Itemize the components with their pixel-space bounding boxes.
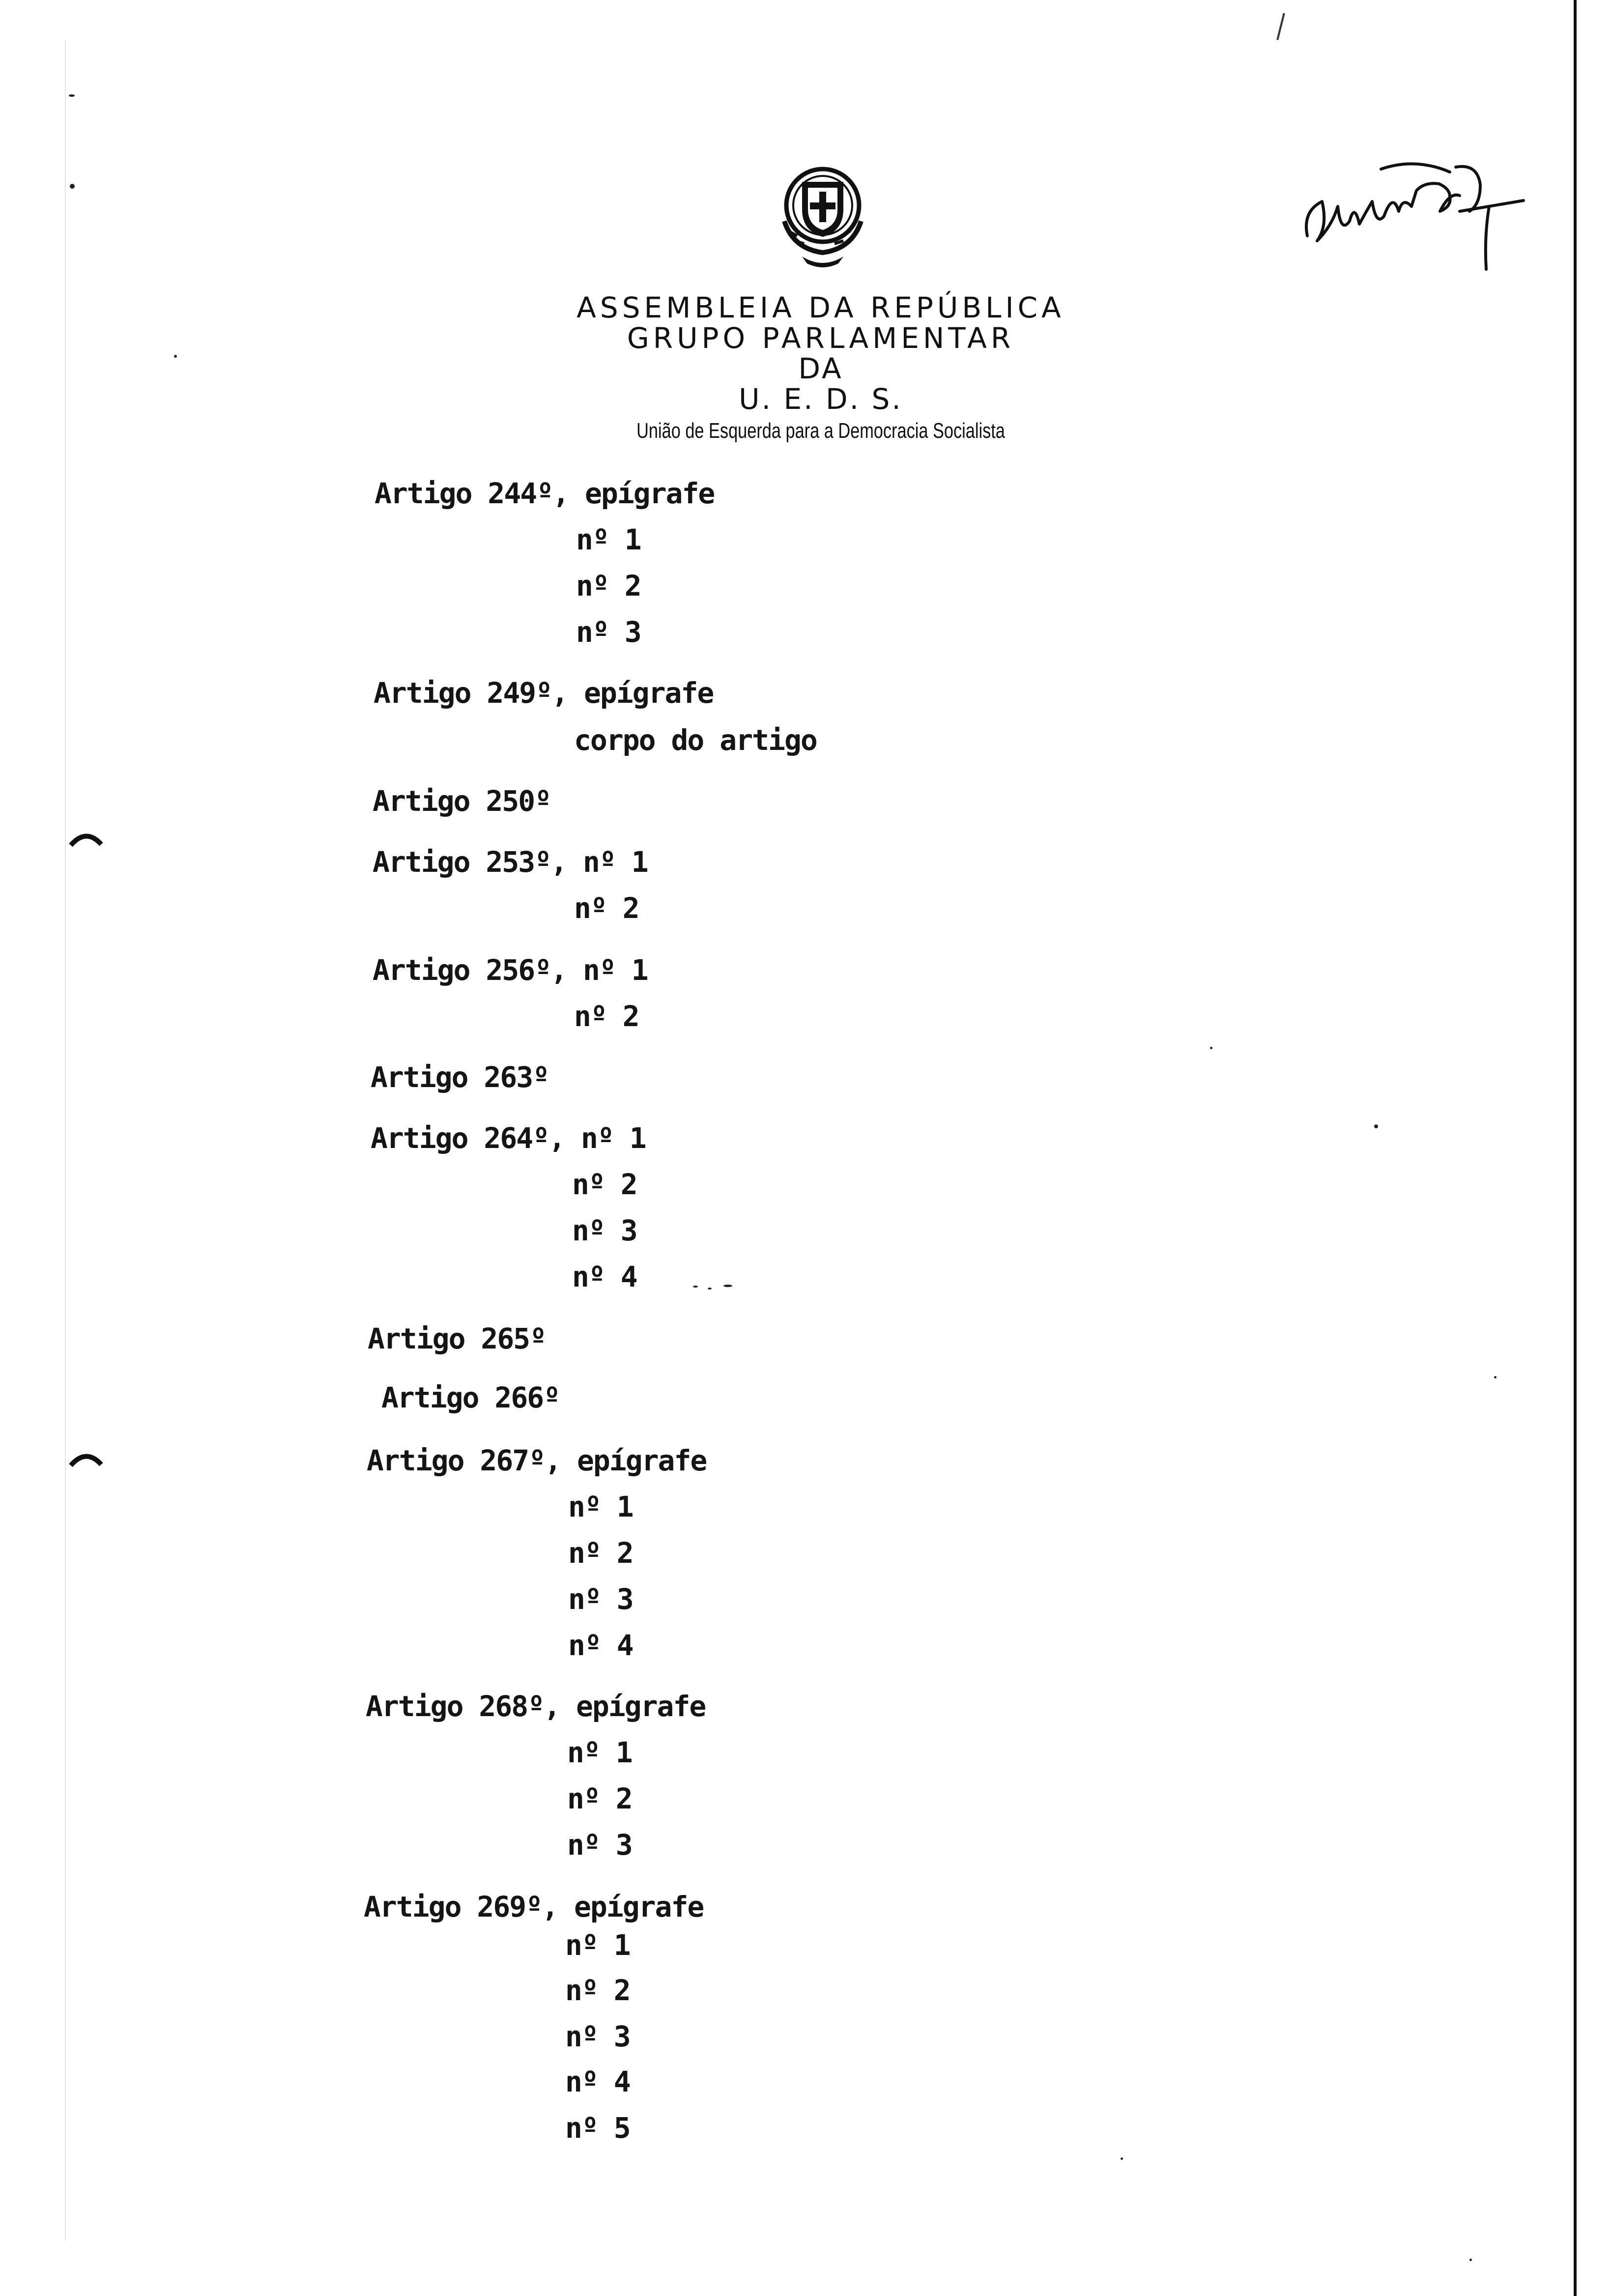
scan-speck <box>693 1286 698 1288</box>
entry-number: nº 4 <box>572 1260 637 1293</box>
scan-speck <box>1494 1376 1497 1378</box>
entry-article: Artigo 250º <box>373 784 551 818</box>
scan-speck <box>1374 1124 1378 1128</box>
entry-number: nº 2 <box>565 1974 630 2007</box>
letterhead-da: DA <box>798 352 843 385</box>
entry-number: nº 2 <box>568 1536 633 1570</box>
entry-number: nº 3 <box>572 1214 637 1247</box>
scan-speck <box>1210 1047 1212 1049</box>
coat-of-arms-emblem <box>774 162 872 270</box>
handwritten-signature <box>1302 138 1528 285</box>
entry-number: nº 1 <box>568 1490 633 1523</box>
scan-speck <box>69 94 75 97</box>
entry-number: nº 1 <box>565 1928 630 1962</box>
entry-number: nº 4 <box>568 1629 633 1662</box>
entry-number: nº 1 <box>576 523 641 556</box>
entry-article: Artigo 268º, epígrafe <box>366 1690 706 1723</box>
scan-speck <box>708 1288 712 1290</box>
page-edge-border <box>1574 0 1577 2296</box>
entry-article: Artigo 266º <box>381 1381 560 1414</box>
scan-speck <box>70 184 75 189</box>
punch-hole-mark <box>69 831 103 847</box>
entry-number: nº 2 <box>572 1168 637 1201</box>
entry-article: Artigo 256º, nº 1 <box>373 953 648 987</box>
entry-number: nº 2 <box>576 569 641 603</box>
entry-number: nº 2 <box>574 891 639 925</box>
entry-number: nº 3 <box>576 615 641 649</box>
letterhead-title: ASSEMBLEIA DA REPÚBLICA <box>576 291 1065 324</box>
scan-speck <box>174 355 177 358</box>
scan-speck <box>1121 2157 1123 2160</box>
scan-speck <box>1469 2259 1472 2261</box>
letterhead-party-acronym: U. E. D. S. <box>739 382 903 416</box>
entry-article: Artigo 263º <box>371 1061 549 1094</box>
letterhead-group: GRUPO PARLAMENTAR <box>627 321 1015 355</box>
entry-number: nº 4 <box>565 2065 630 2098</box>
entry-article: Artigo 249º, epígrafe <box>374 676 714 710</box>
entry-number: nº 3 <box>567 1828 632 1862</box>
entry-number: nº 2 <box>574 1000 639 1033</box>
entry-number: nº 3 <box>565 2020 630 2053</box>
entry-article: Artigo 269º, epígrafe <box>364 1890 704 1923</box>
entry-article: Artigo 253º, nº 1 <box>373 845 648 879</box>
entry-article: Artigo 267º, epígrafe <box>367 1444 707 1477</box>
entry-number: nº 5 <box>565 2111 630 2145</box>
letterhead-party-name: União de Esquerda para a Democracia Socialista <box>636 419 1005 443</box>
entry-body: corpo do artigo <box>574 723 817 757</box>
entry-article: Artigo 265º <box>368 1322 546 1355</box>
entry-number: nº 3 <box>568 1582 633 1616</box>
punch-hole-mark <box>69 1451 103 1467</box>
entry-article: Artigo 244º, epígrafe <box>374 477 715 510</box>
entry-number: nº 1 <box>567 1736 632 1769</box>
pen-tick-mark <box>1276 13 1285 40</box>
entry-number: nº 2 <box>567 1782 632 1815</box>
page-fold-line <box>65 39 66 2241</box>
entry-article: Artigo 264º, nº 1 <box>371 1121 646 1155</box>
scan-speck <box>723 1285 732 1287</box>
